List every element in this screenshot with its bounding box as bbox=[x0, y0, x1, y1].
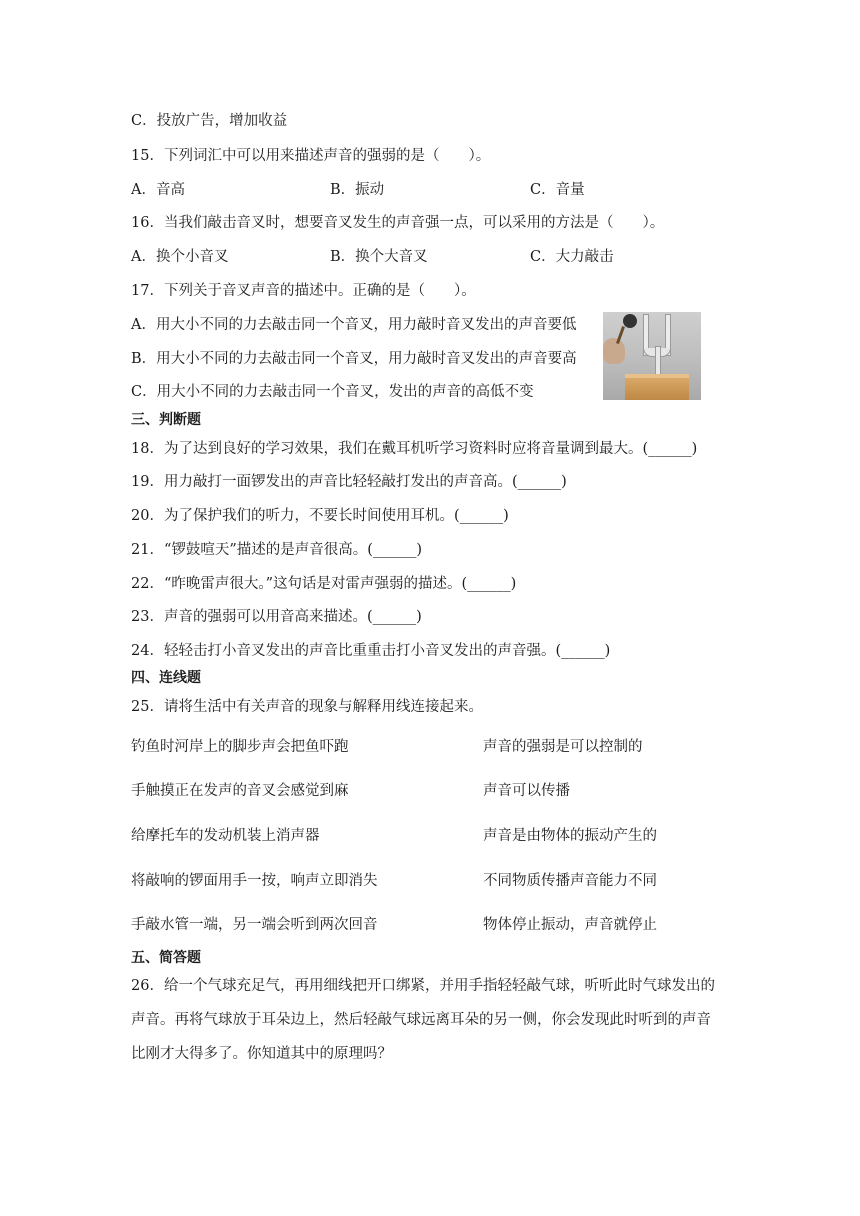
match-left-item: 手敲水管一端，另一端会听到两次回音 bbox=[131, 917, 378, 933]
mallet-head bbox=[623, 314, 637, 328]
judge-item: 22．“昨晚雷声很大。”这句话是对雷声强弱的描述。(______) bbox=[131, 576, 517, 592]
resonance-box bbox=[625, 378, 689, 400]
judge-item: 21．“锣鼓喧天”描述的是声音很高。(______) bbox=[131, 542, 423, 558]
q25-stem: 25．请将生活中有关声音的现象与解释用线连接起来。 bbox=[131, 699, 483, 715]
q17-option-c: C．用大小不同的力去敲击同一个音叉，发出的声音的高低不变 bbox=[131, 384, 534, 400]
match-left-item: 钓鱼时河岸上的脚步声会把鱼吓跑 bbox=[131, 739, 349, 755]
match-left-item: 手触摸正在发声的音叉会感觉到麻 bbox=[131, 783, 349, 799]
q16-stem: 16．当我们敲击音叉时，想要音叉发生的声音强一点，可以采用的方法是（ ）。 bbox=[131, 215, 665, 231]
q15-stem: 15．下列词汇中可以用来描述声音的强弱的是（ ）。 bbox=[131, 148, 491, 164]
match-right-item: 声音可以传播 bbox=[483, 783, 570, 799]
match-right-item: 物体停止振动，声音就停止 bbox=[483, 917, 657, 933]
tuning-fork-photo bbox=[603, 312, 701, 400]
judge-item: 23．声音的强弱可以用音高来描述。(______) bbox=[131, 609, 422, 625]
q17-option-a: A．用大小不同的力去敲击同一个音叉，用力敲时音叉发出的声音要低 bbox=[131, 317, 577, 333]
q16-option-b: B．换个大音叉 bbox=[330, 249, 428, 265]
section4-title: 四、连线题 bbox=[131, 670, 201, 686]
judge-item: 18．为了达到良好的学习效果，我们在戴耳机听学习资料时应将音量调到最大。(______) bbox=[131, 441, 698, 457]
q26-line: 比刚才大得多了。你知道其中的原理吗？ bbox=[131, 1046, 392, 1062]
match-right-item: 声音的强弱是可以控制的 bbox=[483, 739, 643, 755]
section5-title: 五、简答题 bbox=[131, 950, 201, 966]
q26-line: 声音。再将气球放于耳朵边上，然后轻敲气球远离耳朵的另一侧，你会发现此时听到的声音 bbox=[131, 1012, 711, 1028]
match-left-item: 给摩托车的发动机装上消声器 bbox=[131, 828, 320, 844]
q15-option-c: C．音量 bbox=[530, 182, 585, 198]
judge-item: 19．用力敲打一面锣发出的声音比轻轻敲打发出的声音高。(______) bbox=[131, 474, 567, 490]
judge-item: 20．为了保护我们的听力，不要长时间使用耳机。(______) bbox=[131, 508, 509, 524]
match-left-item: 将敲响的锣面用手一按，响声立即消失 bbox=[131, 873, 378, 889]
q14-option-c: C．投放广告，增加收益 bbox=[131, 113, 288, 129]
q15-option-b: B．振动 bbox=[330, 182, 385, 198]
section3-title: 三、判断题 bbox=[131, 412, 201, 428]
q26-line: 26．给一个气球充足气，再用细线把开口绑紧，并用手指轻轻敲气球，听听此时气球发出的 bbox=[131, 978, 715, 994]
match-right-item: 不同物质传播声音能力不同 bbox=[483, 873, 657, 889]
q16-option-c: C．大力敲击 bbox=[530, 249, 614, 265]
hand-shape bbox=[603, 338, 625, 364]
q15-option-a: A．音高 bbox=[131, 182, 185, 198]
match-right-item: 声音是由物体的振动产生的 bbox=[483, 828, 657, 844]
q17-option-b: B．用大小不同的力去敲击同一个音叉，用力敲时音叉发出的声音要高 bbox=[131, 351, 577, 367]
judge-item: 24．轻轻击打小音叉发出的声音比重重击打小音叉发出的声音强。(______) bbox=[131, 643, 611, 659]
q17-stem: 17．下列关于音叉声音的描述中。正确的是（ ）。 bbox=[131, 283, 476, 299]
q16-option-a: A．换个小音叉 bbox=[131, 249, 229, 265]
